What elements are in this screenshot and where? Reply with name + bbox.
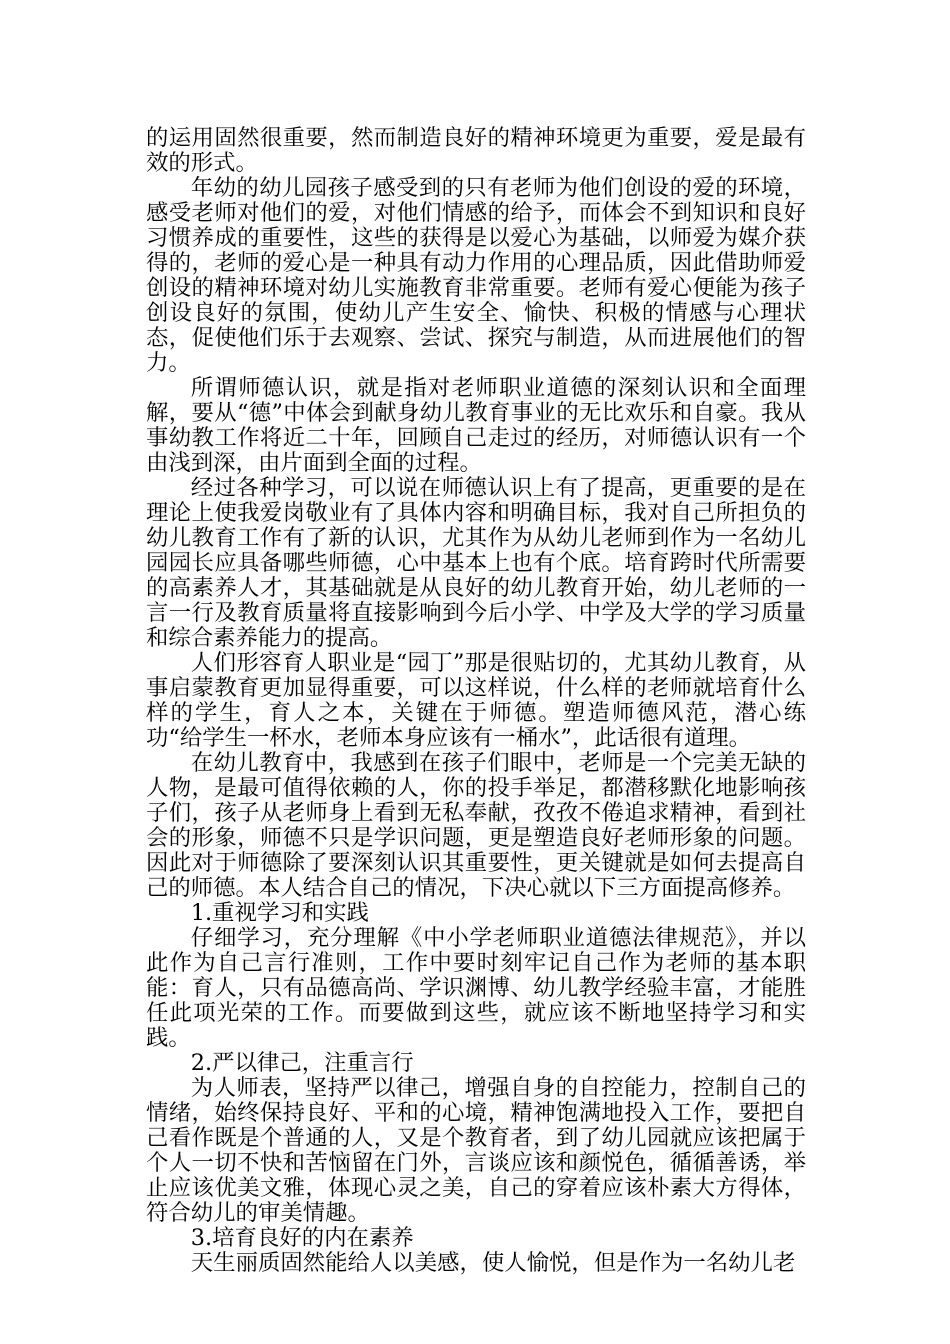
paragraph-study-practice: 仔细学习，充分理解《中小学老师职业道德法律规范》，并以此作为自己言行准则，工作中要时刻牢记自己作为老师的基本职能：育人，只有品德高尚、学识渊博、幼儿教学经验丰富，才能胜任此项光荣的工作。而要做到这些，就应该不断地坚持学习和实践。 bbox=[146, 925, 806, 1051]
paragraph-love-environment: 年幼的幼儿园孩子感受到的只有老师为他们创设的爱的环境，感受老师对他们的爱，对他们情感的给予，而体会不到知识和良好习惯养成的重要性，这些的获得是以爱心为基础，以师爱为媒介获得的，老师的爱心是一种具有动力作用的心理品质，因此借助师爱创设的精神环境对幼儿实施教育非常重要。老师有爱心便能为孩子创设良好的氛围，使幼儿产生安全、愉快、积极的情感与心理状态，促使他们乐于去观察、尝试、探究与制造，从而进展他们的智力。 bbox=[146, 175, 806, 376]
paragraph-inner-quality: 天生丽质固然能给人以美感，使人愉悦，但是作为一名幼儿老 bbox=[190, 1250, 796, 1276]
paragraph-continuation: 的运用固然很重要，然而制造良好的精神环境更为重要，爱是最有效的形式。 bbox=[146, 125, 806, 176]
paragraph-teacher-image: 在幼儿教育中，我感到在孩子们眼中，老师是一个完美无缺的人物，是最可值得依赖的人，你的投手举足，都潜移默化地影响孩子们，孩子从老师身上看到无私奉献，孜孜不倦追求精神，看到社会的形象，师德不只是学识问题，更是塑造良好老师形象的问题。因此对于师德除了要深刻认识其重要性，更关键就是如何去提高自己的师德。本人结合自己的情况，下决心就以下三方面提高修养。 bbox=[146, 750, 806, 901]
document-page bbox=[146, 126, 806, 1276]
section-heading-3: 3.培育良好的内在素养 bbox=[190, 1225, 414, 1251]
section-heading-2: 2.严以律己，注重言行 bbox=[190, 1050, 414, 1076]
section-heading-1: 1.重视学习和实践 bbox=[190, 900, 369, 926]
paragraph-gardener: 人们形容育人职业是“园丁”那是很贴切的，尤其幼儿教育，从事启蒙教育更加显得重要，可以这样说，什么样的老师就培育什么样的学生，育人之本，关键在于师德。塑造师德风范，潜心练功“给学生一杯水，老师本身应该有一桶水”，此话很有道理。 bbox=[146, 650, 806, 751]
paragraph-self-discipline: 为人师表，坚持严以律己，增强自身的自控能力，控制自己的情绪，始终保持良好、平和的心境，精神饱满地投入工作，要把自己看作既是个普通的人，又是个教育者，到了幼儿园就应该把属于个人一切不快和苦恼留在门外，言谈应该和颜悦色，循循善诱，举止应该优美文雅，体现心灵之美，自己的穿着应该朴素大方得体，符合幼儿的审美情趣。 bbox=[146, 1075, 806, 1226]
paragraph-ethics-understanding: 所谓师德认识，就是指对老师职业道德的深刻认识和全面理解，要从“德”中体会到献身幼儿教育事业的无比欢乐和自豪。我从事幼教工作将近二十年，回顾自己走过的经历，对师德认识有一个由浅到深，由片面到全面的过程。 bbox=[146, 375, 806, 476]
paragraph-learning-improvement: 经过各种学习，可以说在师德认识上有了提高，更重要的是在理论上使我爱岗敬业有了具体内容和明确目标，我对自己所担负的幼儿教育工作有了新的认识，尤其作为从幼儿老师到作为一名幼儿园园长应具备哪些师德，心中基本上也有个底。培育跨时代所需要的高素养人才，其基础就是从良好的幼儿教育开始，幼儿老师的一言一行及教育质量将直接影响到今后小学、中学及大学的学习质量和综合素养能力的提高。 bbox=[146, 475, 806, 651]
